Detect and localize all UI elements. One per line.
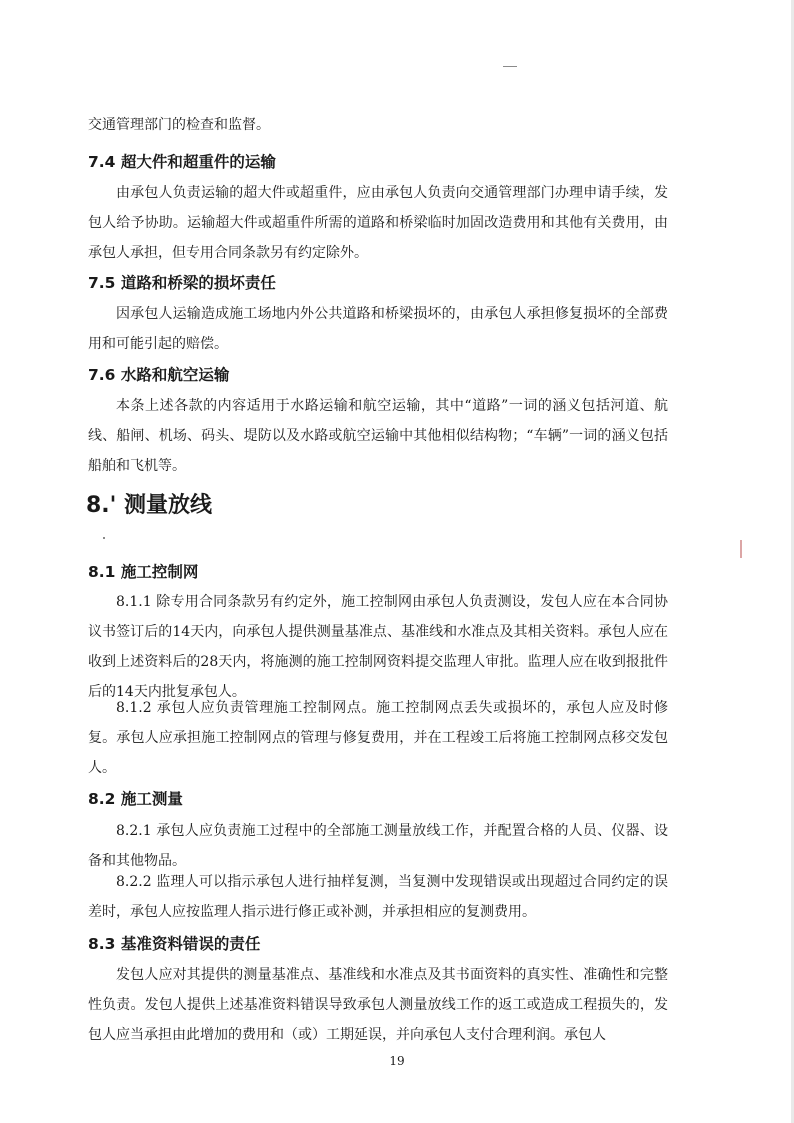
heading-7-5: 7.5 道路和桥梁的损坏责任 <box>88 274 276 292</box>
chapter-heading-8: 8.' 测量放线 <box>86 493 213 518</box>
heading-8-1: 8.1 施工控制网 <box>88 563 199 581</box>
heading-7-6: 7.6 水路和航空运输 <box>88 366 230 384</box>
scan-speck <box>103 537 105 539</box>
scan-mark <box>740 540 742 558</box>
heading-7-4: 7.4 超大件和超重件的运输 <box>88 153 276 171</box>
paragraph-7-6: 本条上述各款的内容适用于水路运输和航空运输，其中“道路”一词的涵义包括河道、航线、船闸、机场、码头、堤防以及水路或航空运输中其他相似结构物；“车辆”一词的涵义包括船舶和飞机等。 <box>88 398 668 474</box>
paragraph-8-2-1: 8.2.1 承包人应负责施工过程中的全部施工测量放线工作，并配置合格的人员、仪器、设备和其他物品。 <box>88 823 668 869</box>
page-number: 19 <box>389 1054 405 1068</box>
paragraph-7-4: 由承包人负责运输的超大件或超重件，应由承包人负责向交通管理部门办理申请手续，发包人给予协助。运输超大件或超重件所需的道路和桥梁临时加固改造费用和其他有关费用，由承包人承担，但专用合同条款另有约定除外。 <box>88 185 668 261</box>
paragraph-8-2-2: 8.2.2 监理人可以指示承包人进行抽样复测，当复测中发现错误或出现超过合同约定的误差时，承包人应按监理人指示进行修正或补测，并承担相应的复测费用。 <box>88 874 668 920</box>
heading-8-2: 8.2 施工测量 <box>88 790 183 808</box>
paragraph-8-1-1: 8.1.1 除专用合同条款另有约定外，施工控制网由承包人负责测设，发包人应在本合同协议书签订后的14天内，向承包人提供测量基准点、基准线和水准点及其相关资料。承包人应在收到上述资料后的28天内，将施测的施工控制网资料提交监理人审批。监理人应在收到报批件后的14天内批复承包人。 <box>88 594 668 700</box>
paragraph-7-5: 因承包人运输造成施工场地内外公共道路和桥梁损坏的，由承包人承担修复损坏的全部费用和可能引起的赔偿。 <box>88 306 668 352</box>
paragraph-7-3-end: 交通管理部门的检查和监督。 <box>88 117 270 133</box>
paragraph-8-3: 发包人应对其提供的测量基准点、基准线和水准点及其书面资料的真实性、准确性和完整性负责。发包人提供上述基准资料错误导致承包人测量放线工作的返工或造成工程损失的，发包人应当承担由此增加的费用和（或）工期延误，并向承包人支付合理利润。承包人 <box>88 967 668 1043</box>
paragraph-8-1-2: 8.1.2 承包人应负责管理施工控制网点。施工控制网点丢失或损坏的，承包人应及时修复。承包人应承担施工控制网点的管理与修复费用，并在工程竣工后将施工控制网点移交发包人。 <box>88 700 668 776</box>
heading-8-3: 8.3 基准资料错误的责任 <box>88 935 261 953</box>
scan-speck <box>503 66 517 67</box>
